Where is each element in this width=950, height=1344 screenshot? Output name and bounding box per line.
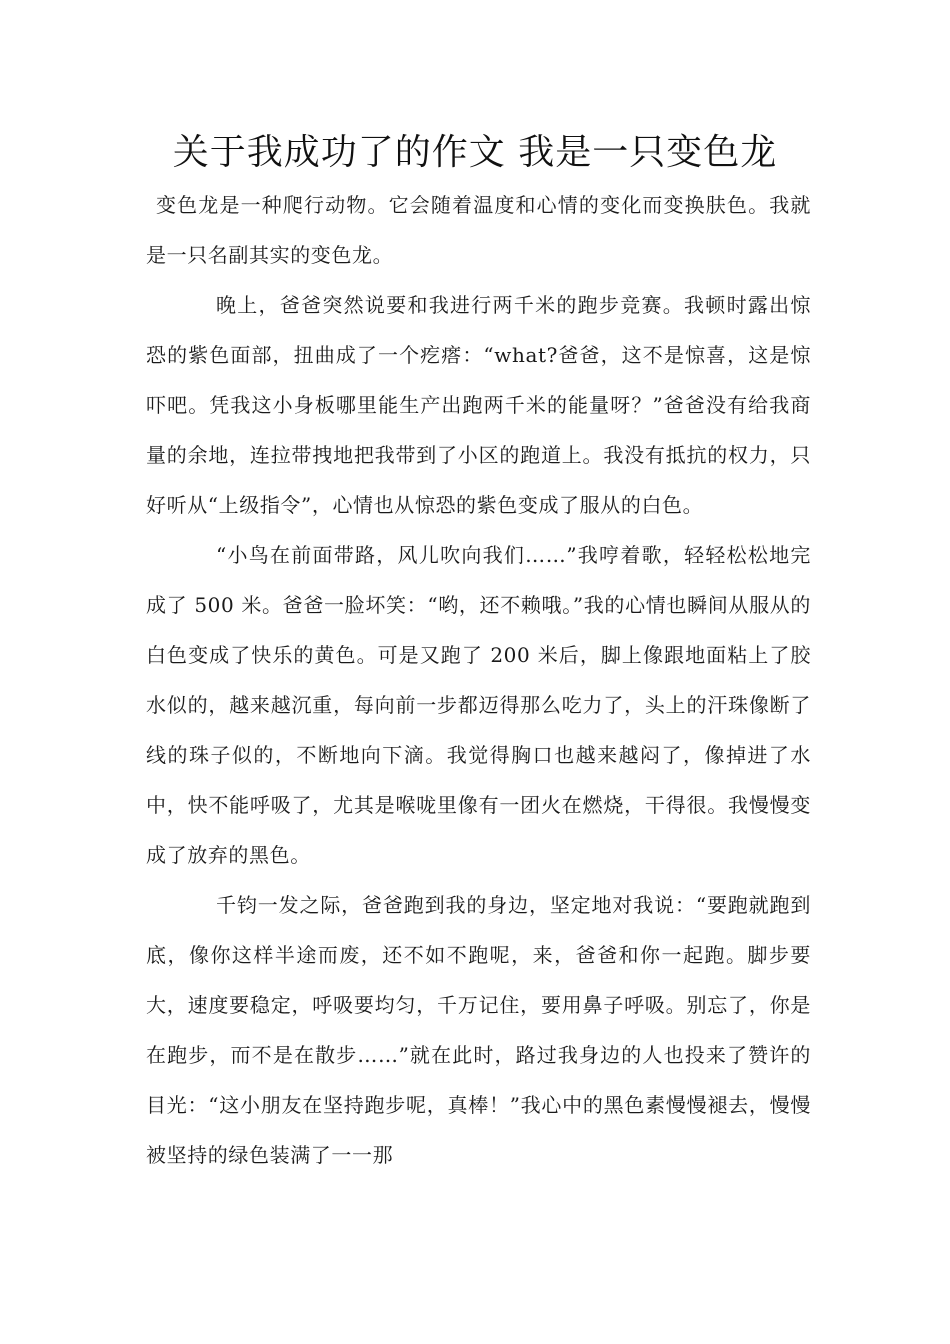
paragraph-race-invitation: 晚上，爸爸突然说要和我进行两千米的跑步竞赛。我顿时露出惊恐的紫色面部，扭曲成了一个疙瘩：“what?爸爸，这不是惊喜，这是惊吓吧。凭我这小身板哪里能生产出跑两千米的能量呀？”爸爸没有给我商量的余地，连拉带拽地把我带到了小区的跑道上。我没有抵抗的权力，只好听从“上级指令”，心情也从惊恐的紫色变成了服从的白色。 — [146, 293, 811, 517]
document-title: 关于我成功了的作文 我是一只变色龙 — [172, 132, 778, 173]
paragraph-running: “小鸟在前面带路，风儿吹向我们……”我哼着歌，轻轻松松地完成了 500 米。爸爸一脸坏笑：“哟，还不赖哦。”我的心情也瞬间从服从的白色变成了快乐的黄色。可是又跑了 200 米后，脚上像跟地面粘上了胶水似的，越来越沉重，每向前一步都迈得那么吃力了，头上的汗珠像断了线的珠子似的，不断地向下滴。我觉得胸口也越来越闷了，像掉进了水中，快不能呼吸了，尤其是喉咙里像有一团火在燃烧，干得很。我慢慢变成了放弃的黑色。 — [146, 543, 811, 867]
document-body — [146, 180, 811, 1180]
paragraph-intro: 变色龙是一种爬行动物。它会随着温度和心情的变化而变换肤色。我就是一只名副其实的变色龙。 — [146, 193, 811, 267]
paragraph-encouragement: 千钧一发之际，爸爸跑到我的身边，坚定地对我说：“要跑就跑到底，像你这样半途而废，还不如不跑呢，来，爸爸和你一起跑。脚步要大，速度要稳定，呼吸要均匀，千万记住，要用鼻子呼吸。别忘了，你是在跑步，而不是在散步……”就在此时，路过我身边的人也投来了赞许的目光：“这小朋友在坚持跑步呢，真棒！”我心中的黑色素慢慢褪去，慢慢被坚持的绿色装满了一一那 — [146, 893, 811, 1167]
